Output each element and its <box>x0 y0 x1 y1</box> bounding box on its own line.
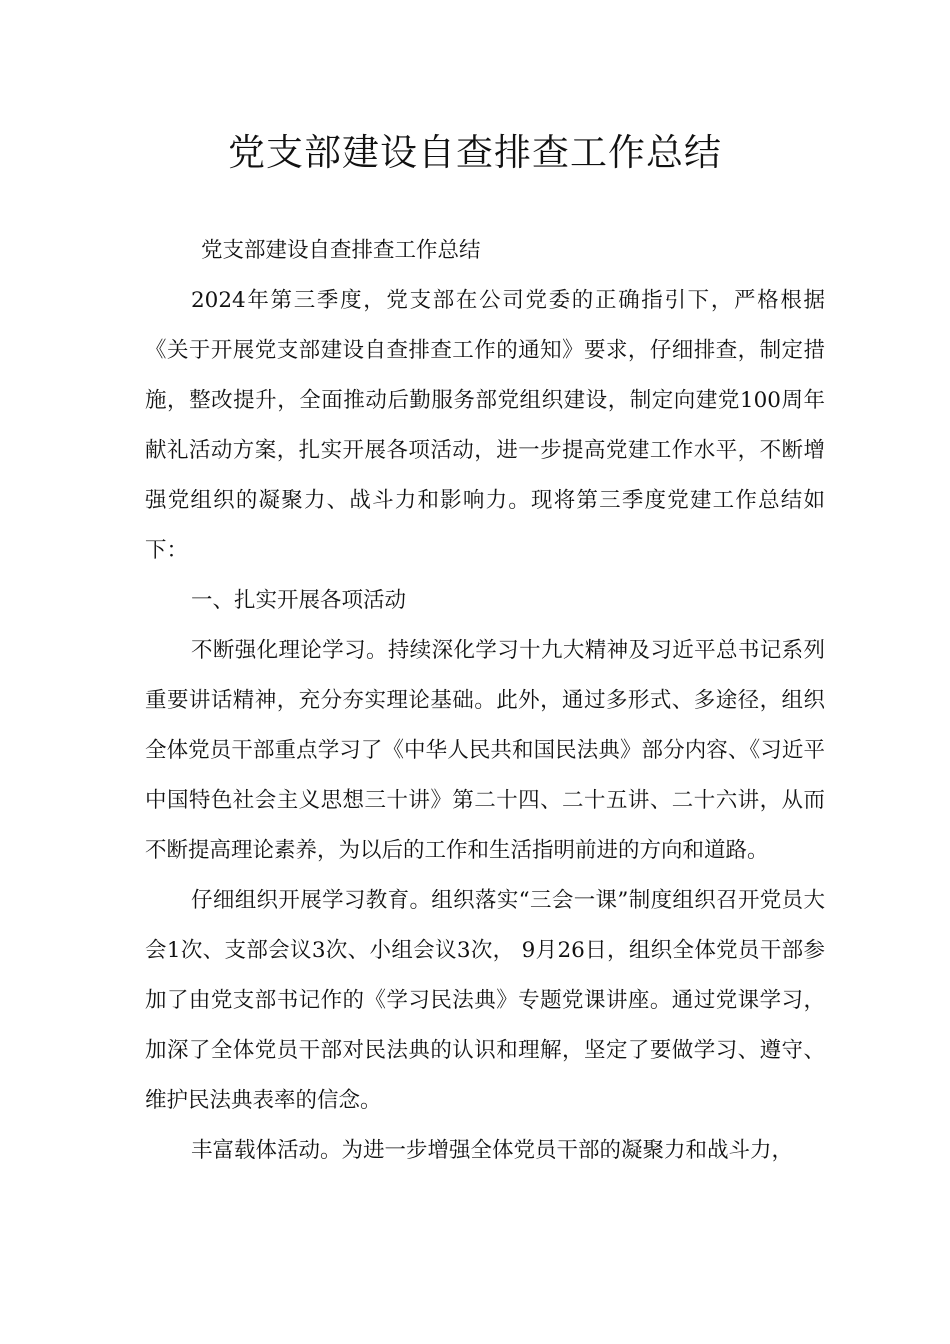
paragraph-study-education: 仔细组织开展学习教育。组织落实“三会一课”制度组织召开党员大会1次、支部会议3次、小组会议3次， 9月26日，组织全体党员干部参加了由党支部书记作的《学习民法典》专题党课讲座。通过党课学习，加深了全体党员干部对民法典的认识和理解，坚定了要做学习、遵守、维护民法典表率的信念。 <box>145 888 825 1113</box>
document-title: 党支部建设自查排查工作总结 <box>228 131 722 174</box>
paragraph-intro: 2024年第三季度，党支部在公司党委的正确指引下，严格根据《关于开展党支部建设自查排查工作的通知》要求，仔细排查，制定措施，整改提升，全面推动后勤服务部党组织建设，制定向建党100周年献礼活动方案，扎实开展各项活动，进一步提高党建工作水平，不断增强党组织的凝聚力、战斗力和影响力。现将第三季度党建工作总结如下： <box>145 288 825 563</box>
section-heading: 一、扎实开展各项活动 <box>191 588 407 613</box>
document-subtitle: 党支部建设自查排查工作总结 <box>201 238 481 263</box>
paragraph-theory-study: 不断强化理论学习。持续深化学习十九大精神及习近平总书记系列重要讲话精神，充分夯实理论基础。此外，通过多形式、多途径，组织全体党员干部重点学习了《中华人民共和国民法典》部分内容、《习近平中国特色社会主义思想三十讲》第二十四、二十五讲、二十六讲，从而不断提高理论素养，为以后的工作和生活指明前进的方向和道路。 <box>145 638 825 863</box>
document-body <box>145 226 825 1176</box>
paragraph-activities: 丰富载体活动。为进一步增强全体党员干部的凝聚力和战斗力， <box>191 1138 794 1163</box>
